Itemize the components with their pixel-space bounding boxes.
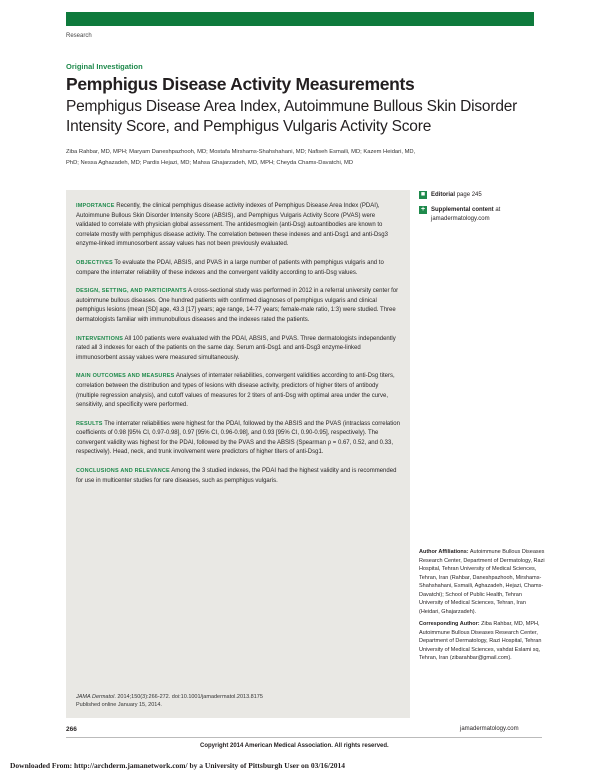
- plus-icon: +: [420, 206, 426, 213]
- article-subtitle: Pemphigus Disease Area Index, Autoimmune Bullous Skin Disorder Intensity Score, and Pemphigus Vulgaris Activity Score: [66, 98, 518, 135]
- abstract-conclusions: [76, 467, 400, 486]
- editorial-icon: ■: [420, 191, 426, 198]
- editorial-label: Editorial: [431, 192, 456, 198]
- citation-published: Published online January 15, 2014.: [76, 702, 162, 708]
- download-notice: Downloaded From: http://archderm.jamanetwork.com/ by a University of Pittsburgh User on 03/16/2014: [10, 761, 345, 770]
- abstract-text: Among the 3 studied indexes, the PDAI had the highest validity and is recommended for use in multicenter studies for rare diseases, such as pemphigus vulgaris.: [76, 468, 397, 484]
- editorial-page: page 245: [456, 192, 482, 198]
- abstract-heading: IMPORTANCE: [76, 203, 115, 209]
- citation-journal: JAMA Dermatol: [76, 694, 115, 700]
- abstract-text: A cross-sectional study was performed in 2012 in a referral university center for autoimmune bullous diseases. One hundred patients with confirmed diagnoses of pemphigus vulgaris and clinical pemphigus lesions (mean [SD] age, 43.3 [17] years; age range, 14-77 years; female-male ratio, 1:3) were studied. Three dermatologists familiar with immunobullous diseases and the indexes rated the patients.: [76, 288, 399, 323]
- abstract-importance: [76, 202, 400, 250]
- abstract-outcomes: [76, 372, 400, 410]
- section-label: Research: [66, 33, 92, 39]
- abstract-heading: CONCLUSIONS AND RELEVANCE: [76, 468, 170, 475]
- supplemental-link[interactable]: [431, 206, 541, 223]
- abstract-objectives: [76, 259, 400, 278]
- abstract-text: Analyses of interrater reliabilities, convergent validities according to anti-Dsg titers, correlation between the distribution and types of lesions with disease activity, predictors of higher titers of antibody (multiple regression analysis), and cutoff values of measures for 2 titers of anti-Dsg with optimal area under the curve, sensitivity, and specificity were performed.: [76, 373, 395, 409]
- affiliations-label: Author Affiliations:: [419, 549, 469, 555]
- author-list: Ziba Rahbar, MD, MPH; Maryam Daneshpazhooh, MD; Mostafa Mirshams-Shahshahani, MD; Nafiseh Esmaili, MD; Kazem Heidari, MD, PhD; Nessa Aghazadeh, MD; Pardis Hejazi, MD; Mahsa Ghajarzadeh, MD, MPH; Cheyda Chams-Davatchi, MD: [66, 149, 416, 166]
- supplemental-label: Supplemental content: [431, 207, 494, 213]
- abstract-heading: INTERVENTIONS: [76, 335, 124, 342]
- abstract-heading: OBJECTIVES: [76, 259, 113, 266]
- abstract-heading: DESIGN, SETTING, AND PARTICIPANTS: [76, 288, 187, 295]
- page-number: 266: [66, 726, 77, 733]
- corresponding-text: Ziba Rahbar, MD, MPH, Autoimmune Bullous Diseases Research Center, Department of Dermatology, Razi Hospital, Tehran University of Medical Sciences, vahdat Eslami sq, Tehran, Iran (zibarahbar@gmail.com).: [419, 621, 542, 661]
- journal-color-bar: [66, 12, 534, 26]
- citation-ref: . 2014;150(3):266-272. doi:10.1001/jamadermatol.2013.8175: [114, 694, 263, 700]
- abstract-box: [66, 190, 410, 718]
- footer-divider: [66, 737, 542, 738]
- editorial-link[interactable]: [431, 191, 541, 200]
- journal-url[interactable]: jamadermatology.com: [460, 726, 519, 732]
- citation: [76, 693, 396, 709]
- affiliations-text: Autoimmune Bullous Diseases Research Center, Department of Dermatology, Razi Hospital, Tehran University of Medical Sciences, Tehran, Iran (Rahbar, Daneshpazhooh, Mirshams-Shahshahani, Esmaili, Aghazadeh, Hejazi, Chams-Davatchi); School of Public Health, Tehran University of Medical Sciences, Tehran, Iran (Heidari, Ghajarzadeh).: [419, 549, 545, 615]
- abstract-text: All 100 patients were evaluated with the PDAI, ABSIS, and PVAS. Three dermatologists independently rated all 3 indexes for each of the patients on the same day. Serum anti-Dsg1 and anti-Dsg3 enzyme-linked immunosorbent assay values were measured simultaneously.: [76, 335, 396, 361]
- abstract-heading: RESULTS: [76, 420, 103, 427]
- author-affiliations: [419, 548, 545, 667]
- supplemental-at: at jamadermatology.com: [431, 207, 501, 222]
- copyright: Copyright 2014 American Medical Association. All rights reserved.: [200, 743, 389, 749]
- corresponding-label: Corresponding Author:: [419, 621, 480, 627]
- abstract-heading: MAIN OUTCOMES AND MEASURES: [76, 373, 175, 380]
- abstract-text: To evaluate the PDAI, ABSIS, and PVAS in a large number of patients with pemphigus vulgaris and to compare the interrater reliability of these indexes and the convergent validity according to anti-Dsg values.: [76, 259, 384, 276]
- article-category: Original Investigation: [66, 62, 143, 71]
- abstract-interventions: [76, 335, 400, 364]
- abstract-results: [76, 420, 400, 458]
- article-title: Pemphigus Disease Activity Measurements: [66, 74, 415, 94]
- abstract-text: Recently, the clinical pemphigus disease activity indexes of Pemphigus Disease Area Index (PDAI), Autoimmune Bullous Skin Disorder Intensity Score (ABSIS), and Pemphigus Vulgaris Activity Score (PVAS) were validated to correlate with physician global assessment. The antidesmoglein (anti-Dsg) autoantibodies are known to correlate mostly with pemphigus disease activity. The correlation between these indexes and anti-Dsg1 and anti-Dsg3 enzyme-linked immunosorbent assay values has not been previously evaluated.: [76, 203, 388, 248]
- abstract-design: [76, 287, 400, 325]
- abstract-text: The interrater reliabilities were highest for the PDAI, followed by the ABSIS and the PVAS (intraclass correlation coefficients of 0.98 [95% CI, 0.97-0.98], 0.97 [95% CI, 0.96-0.98], and 0.93 [95% CI, 0.90-0.95], respectively). The convergent validity was highest for the PDAI, followed by the PVAS and the ABSIS (Spearman ρ = 0.67, 0.52, and 0.33, respectively). Head, neck, and trunk involvement were predictors of higher titers of anti-Dsg1.: [76, 420, 400, 456]
